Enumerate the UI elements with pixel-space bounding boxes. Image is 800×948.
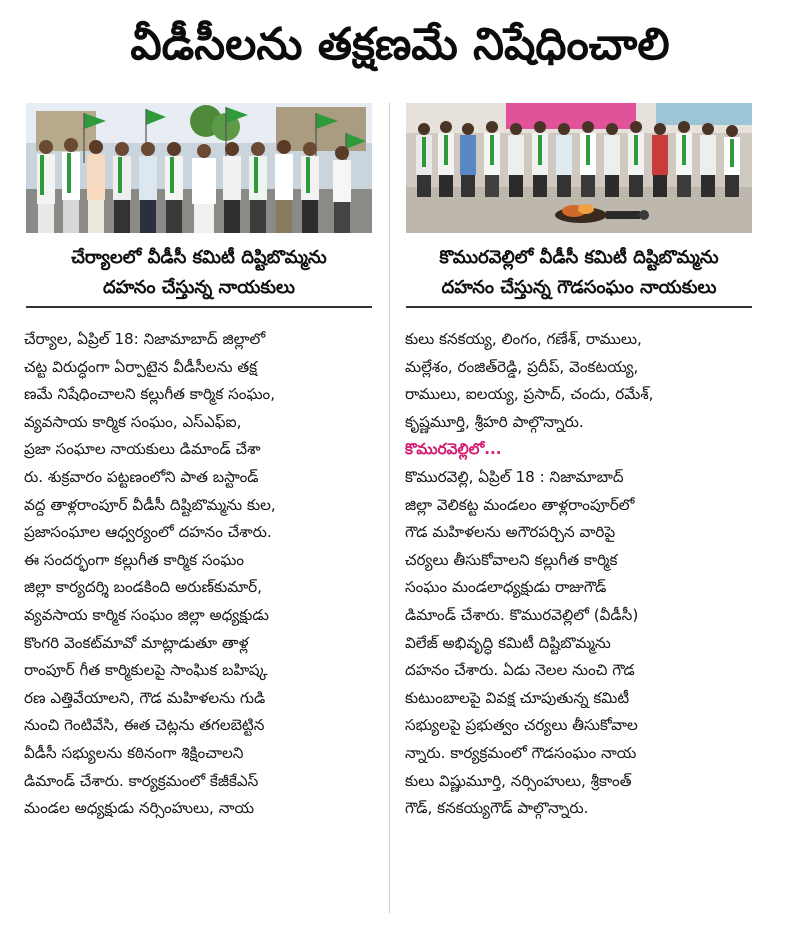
body-line: ఈ సందర్భంగా కల్లుగీత కార్మిక సంఘం (24, 550, 244, 569)
caption-line: కొమురవెల్లిలో వీడీసీ కమిటీ దిష్టిబొమ్మను (439, 247, 719, 268)
photo-caption-left (26, 240, 372, 308)
body-line: రు. శుక్రవారం పట్టణంలోని పాత బస్టాండ్ (24, 467, 259, 486)
body-line: గౌడ మహిళలను అగౌరపర్చిన వారిపై (405, 523, 616, 542)
body-line: సంఘం మండలాధ్యక్షుడు రాజుగౌడ్ (405, 578, 607, 597)
body-line: చట్ట విరుద్ధంగా ఏర్పాటైన వీడీసీలను తక్ష (24, 357, 258, 376)
article-column-right (405, 326, 769, 823)
body-line: వీడీసీ సభ్యులను కఠినంగా శిక్షించాలని (24, 743, 244, 762)
effigy-burning-photo-illustration (406, 103, 752, 233)
caption-line: చేర్యాలలో వీడీసీ కమిటీ దిష్టిబొమ్మను (71, 247, 327, 268)
caption-line: దహనం చేస్తున్న గౌడసంఘం నాయకులు (441, 277, 717, 298)
body-line: గౌడ్, కనకయ్యగౌడ్ పాల్గొన్నారు. (405, 799, 589, 818)
photo-caption-right (406, 240, 752, 308)
body-line: వ్యవసాయ కార్మిక సంఘం, ఎస్ఎఫ్ఐ, (24, 412, 242, 431)
body-line: రాములు, ఐలయ్య, ప్రసాద్, చందు, రమేశ్, (405, 385, 654, 404)
body-line: విలేజ్ అభివృద్ధి కమిటీ దిష్టిబొమ్మను (405, 633, 611, 652)
protest-photo-illustration (26, 103, 372, 233)
body-line: రణ ఎత్తివేయాలని, గౌడ మహిళలను గుడి (24, 688, 266, 707)
body-line: చేర్యాల, ఏప్రిల్ 18: నిజామాబాద్ జిల్లాలో (24, 330, 266, 348)
body-line: కృష్ణమూర్తి, శ్రీహరి పాల్గొన్నారు. (405, 412, 584, 431)
body-line: జిల్లా కార్యదర్శి బండకింది అరుణ్‌కుమార్, (24, 578, 262, 597)
body-line: ప్రజాసంఘాల ఆధ్వర్యంలో దహనం చేశారు. (24, 523, 272, 542)
column-divider (389, 103, 390, 913)
body-line: న్నారు. కార్యక్రమంలో గౌడసంఘం నాయ (405, 743, 637, 762)
body-line: డిమాండ్ చేశారు. కార్యక్రమంలో కేజీకేఎస్ (24, 771, 259, 790)
news-photo-right (406, 103, 752, 233)
article-headline: వీడీసీలను తక్షణమే నిషేధించాలి (130, 19, 670, 70)
body-line: కులు కనకయ్య, లింగం, గణేశ్, రాములు, (405, 330, 642, 348)
body-line: దహనం చేశారు. ఏడు నెలల నుంచి గౌడ (405, 661, 635, 680)
body-line: రాంపూర్ గీత కార్మికులపై సాంఘిక బహిష్క (24, 661, 268, 680)
body-line: చర్యలు తీసుకోవాలని కల్లుగీత కార్మిక (405, 550, 618, 569)
body-line: నుంచి గెంటివేసి, ఈత చెట్లను తగలబెట్టిన (24, 716, 265, 735)
body-line: మల్లేశం, రంజిత్‌రెడ్డి, ప్రదీప్, వెంకటయ్య, (405, 357, 639, 376)
body-line: డిమాండ్ చేశారు. కొమురవెల్లిలో (వీడీసీ) (405, 605, 639, 624)
body-line: కులు విష్ణుమూర్తి, నర్సింహులు, శ్రీకాంత్ (405, 771, 632, 790)
body-line: ణమే నిషేధించాలని కల్లుగీత కార్మిక సంఘం, (24, 385, 276, 404)
caption-line: దహనం చేస్తున్న నాయకులు (102, 277, 296, 298)
body-line: కుటుంబాలపై వివక్ష చూపుతున్న కమిటీ (405, 688, 630, 707)
body-line: సభ్యులపై ప్రభుత్వం చర్యలు తీసుకోవాల (405, 716, 638, 735)
section-subhead: కొమురవెల్లిలో... (405, 440, 502, 459)
body-line: ప్రజా సంఘాల నాయకులు డిమాండ్ చేశా (24, 440, 261, 459)
body-line: వ్యవసాయ కార్మిక సంఘం జిల్లా అధ్యక్షుడు (24, 605, 269, 624)
article-column-left (24, 326, 388, 823)
news-photo-left (26, 103, 372, 233)
body-line: కొమురవెల్లి, ఏప్రిల్ 18 : నిజామాబాద్ (405, 467, 624, 486)
body-line: జిల్లా వెలికట్ట మండలం తాళ్లరాంపూర్‌లో (405, 495, 635, 514)
body-line: కొంగరి వెంకట్‌మావో మాట్లాడుతూ తాళ్ల (24, 633, 249, 652)
body-line: మండల అధ్యక్షుడు నర్సింహులు, నాయ (24, 799, 255, 818)
body-line: వద్ద తాళ్లరాంపూర్ వీడీసీ దిష్టిబొమ్మను కుల, (24, 495, 276, 514)
